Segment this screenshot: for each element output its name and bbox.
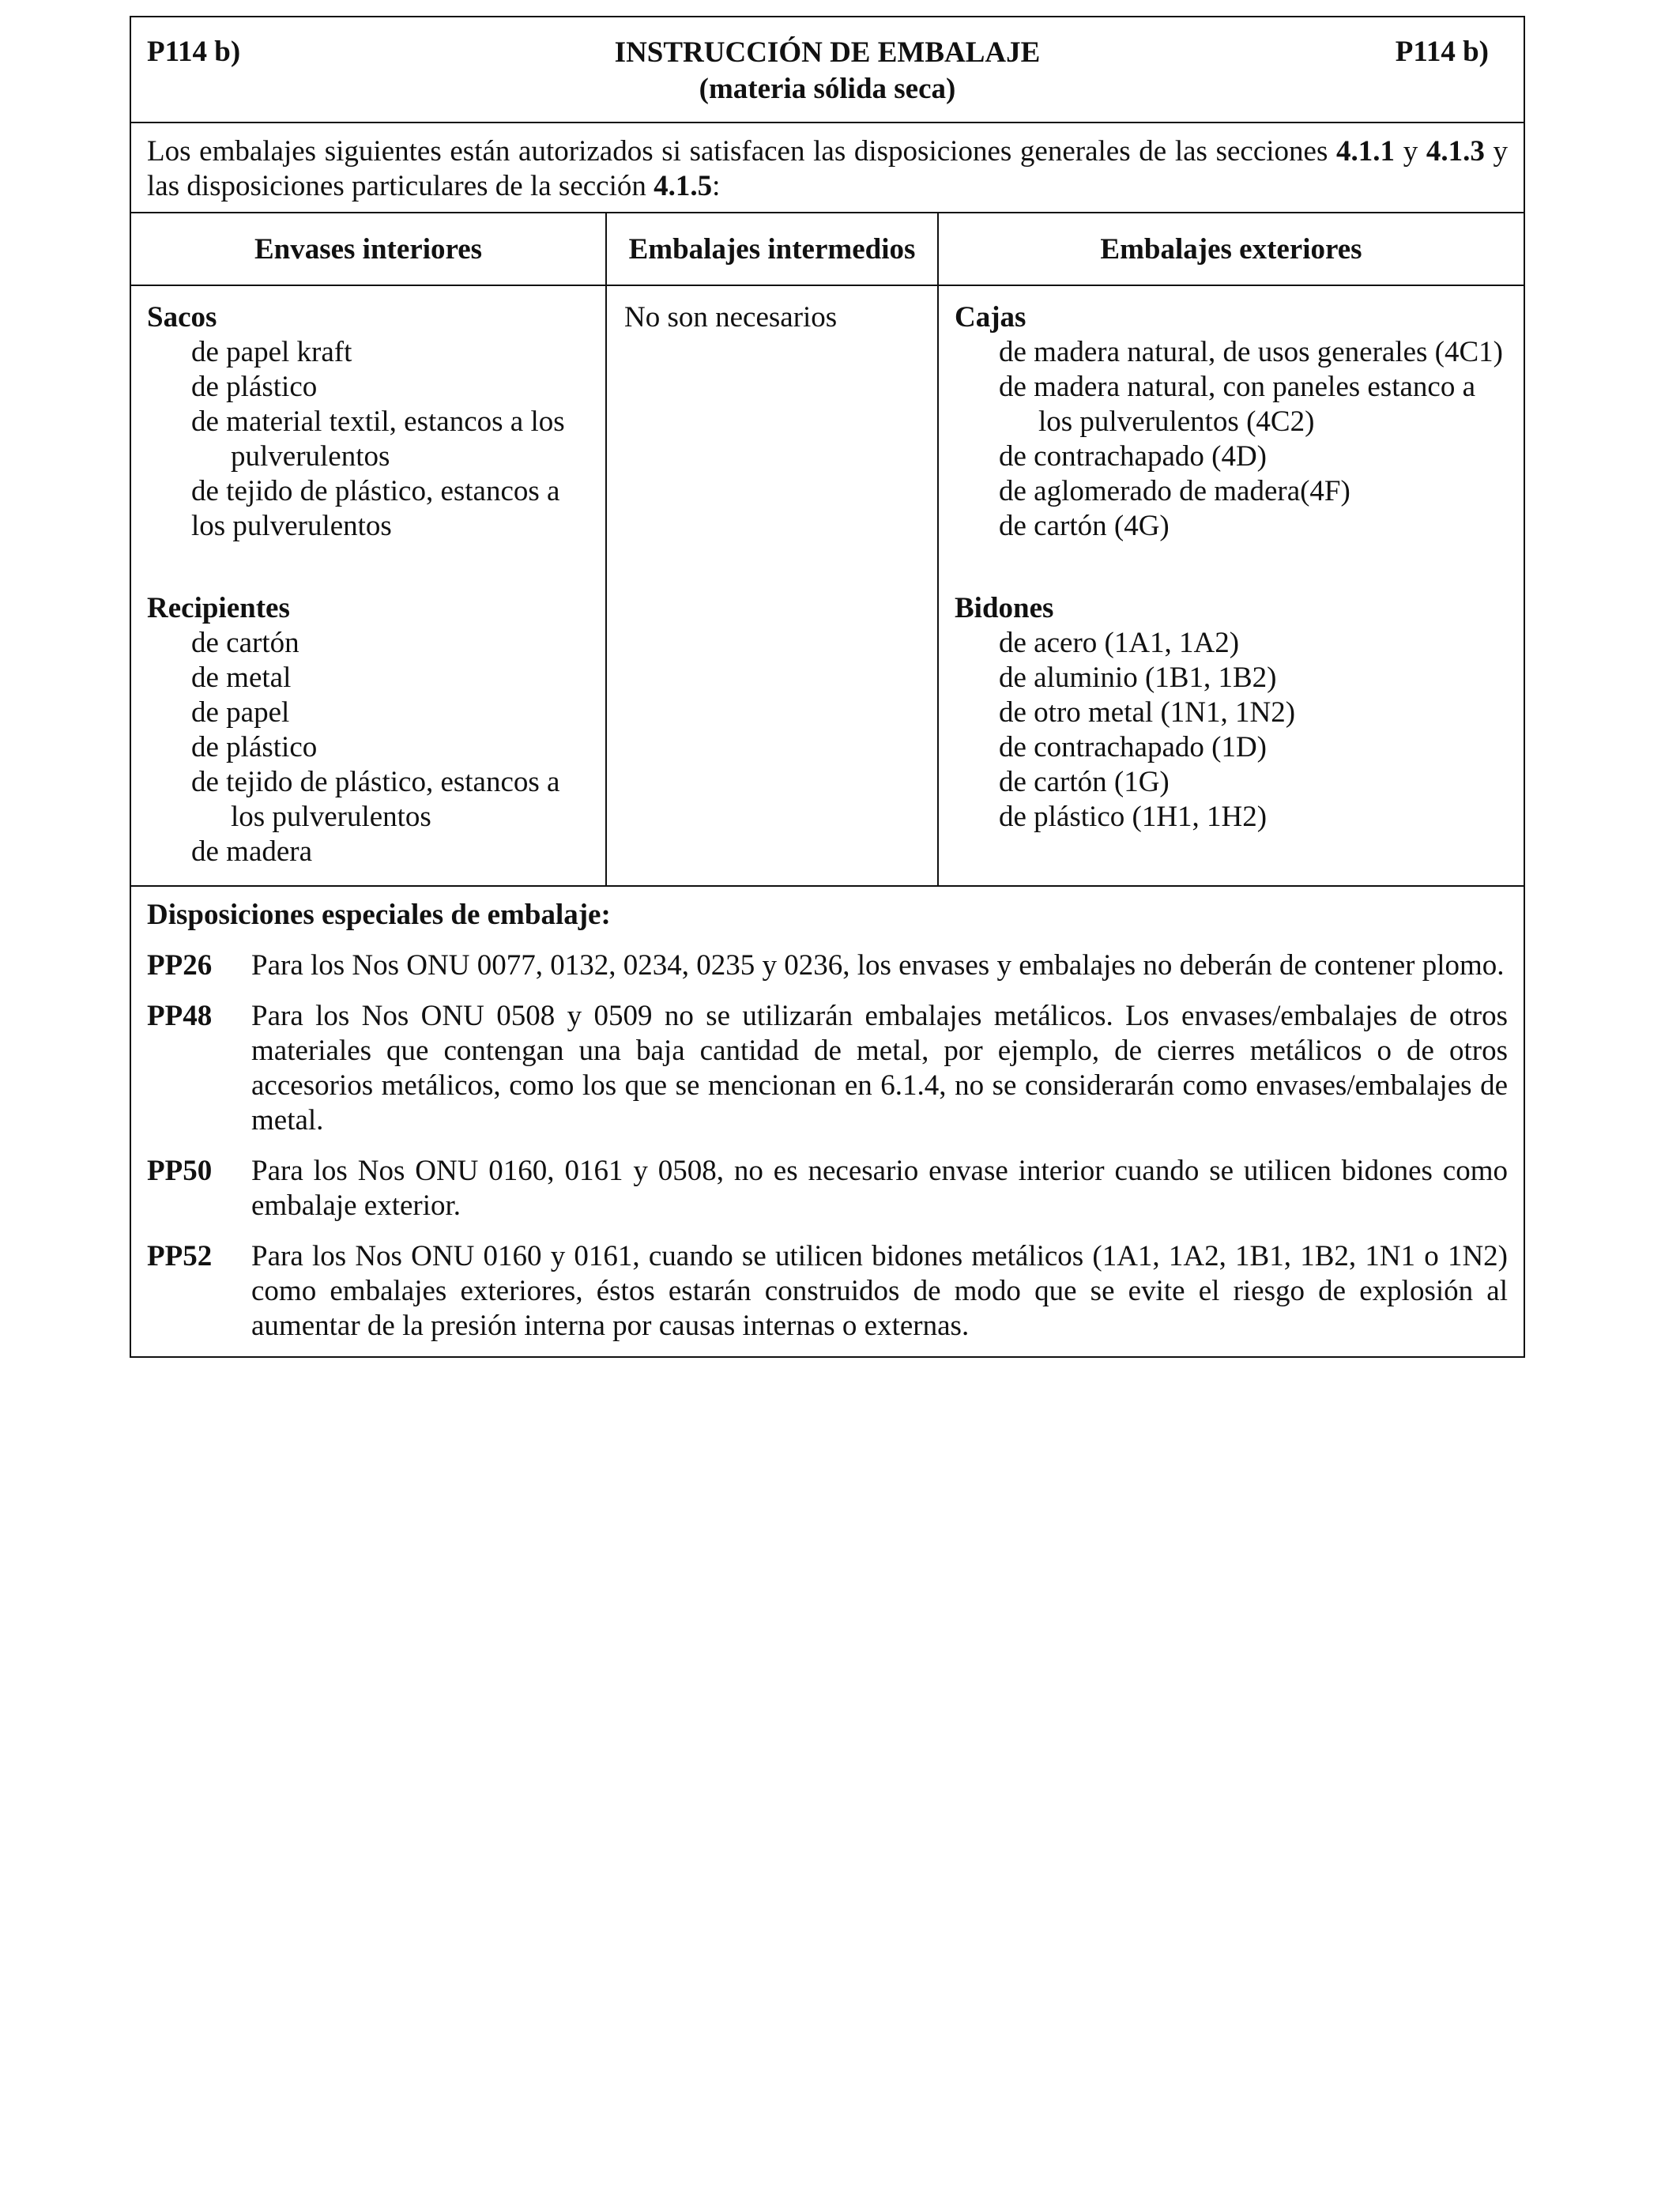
- list-item: de contrachapado (1D): [999, 731, 1267, 763]
- list-item: de madera natural, con paneles estanco a: [999, 371, 1476, 403]
- list-item: de aluminio (1B1, 1B2): [999, 662, 1277, 694]
- intro-text-4: :: [712, 170, 721, 202]
- list-item: de cartón (4G): [999, 510, 1170, 542]
- intermediate-header: Embalajes intermedios: [607, 213, 937, 286]
- list-item: de contrachapado (4D): [999, 440, 1267, 473]
- bidones-title: Bidones: [955, 592, 1054, 624]
- outer-packaging-column: [939, 213, 1524, 885]
- list-item: de madera: [191, 835, 313, 868]
- inner-body: [131, 286, 605, 885]
- provision-code: PP26: [147, 949, 213, 982]
- provision-text: Para los Nos ONU 0508 y 0509 no se utilizarán embalajes metálicos. Los envases/embalajes de otros materiales que contengan una baja cantidad de metal, por ejemplo, de cierres metálicos o de otros accesorios metálicos, como los que se mencionan en 6.1.4, no se considerarán como envases/embalajes de metal.: [251, 1000, 1508, 1137]
- list-item: pulverulentos: [231, 440, 390, 473]
- intermediate-body: [607, 286, 937, 351]
- list-item: de acero (1A1, 1A2): [999, 627, 1240, 659]
- provision-pp48: [147, 999, 1508, 1138]
- instruction-subtitle: (materia sólida seca): [699, 73, 956, 105]
- list-item: de plástico: [191, 371, 318, 403]
- intro-ref-2: 4.1.3: [1426, 135, 1485, 168]
- intro-text-3: y las disposiciones particulares de la sección: [147, 135, 1508, 202]
- provision-text: Para los Nos ONU 0160 y 0161, cuando se utilicen bidones metálicos (1A1, 1A2, 1B1, 1B2, 1N1 o 1N2) como embalajes exteriores, éstos estarán construidos de modo que se evite el riesgo de explosión al aumentar de la presión interna por causas internas o externas.: [251, 1240, 1508, 1342]
- list-item: los pulverulentos: [231, 801, 431, 833]
- packaging-columns: [131, 213, 1524, 887]
- intro-text-2: y: [1395, 135, 1426, 168]
- list-item: de metal: [191, 662, 292, 694]
- title-block: [131, 35, 1524, 107]
- instruction-code-right: P114 b): [1395, 36, 1489, 68]
- intro-paragraph: [131, 123, 1524, 213]
- list-item: de cartón (1G): [999, 766, 1170, 798]
- list-item: de otro metal (1N1, 1N2): [999, 696, 1296, 729]
- special-provisions: [131, 887, 1524, 1356]
- list-item: de tejido de plástico, estancos a: [191, 766, 560, 798]
- list-item: de papel kraft: [191, 336, 352, 368]
- provision-pp52: [147, 1239, 1508, 1344]
- list-item: de papel: [191, 696, 290, 729]
- packing-instruction-table: [130, 16, 1525, 1358]
- provision-code: PP48: [147, 1000, 213, 1032]
- intro-ref-3: 4.1.5: [654, 170, 713, 202]
- list-item: los pulverulentos: [191, 510, 392, 542]
- instruction-title: INSTRUCCIÓN DE EMBALAJE: [614, 36, 1041, 69]
- list-item: de plástico (1H1, 1H2): [999, 801, 1268, 833]
- outer-body: [939, 286, 1524, 850]
- provision-text: Para los Nos ONU 0077, 0132, 0234, 0235 y 0236, los envases y embalajes no deberán de contener plomo.: [251, 949, 1505, 982]
- inner-header: Envases interiores: [131, 213, 605, 286]
- list-item: de cartón: [191, 627, 299, 659]
- provision-code: PP50: [147, 1155, 213, 1187]
- recipientes-title: Recipientes: [147, 592, 290, 624]
- sacos-title: Sacos: [147, 301, 217, 334]
- provision-pp26: [147, 948, 1508, 983]
- list-item: de tejido de plástico, estancos a: [191, 475, 560, 507]
- intro-text-1: Los embalajes siguientes están autorizados si satisfacen las disposiciones generales de las secciones: [147, 135, 1337, 168]
- provision-pp50: [147, 1154, 1508, 1223]
- title-row: [131, 17, 1524, 123]
- list-item: los pulverulentos (4C2): [1038, 405, 1315, 438]
- outer-header: Embalajes exteriores: [939, 213, 1524, 286]
- intermediate-packaging-column: [607, 213, 939, 885]
- special-provisions-heading: Disposiciones especiales de embalaje:: [147, 899, 611, 931]
- intro-ref-1: 4.1.1: [1336, 135, 1396, 168]
- provision-text: Para los Nos ONU 0160, 0161 y 0508, no es necesario envase interior cuando se utilicen bidones como embalaje exterior.: [251, 1155, 1508, 1222]
- instruction-code-left: P114 b): [147, 36, 241, 68]
- list-item: de material textil, estancos a los: [191, 405, 565, 438]
- provision-code: PP52: [147, 1240, 213, 1272]
- cajas-title: Cajas: [955, 301, 1026, 334]
- list-item: de aglomerado de madera(4F): [999, 475, 1350, 507]
- list-item: de plástico: [191, 731, 318, 763]
- intermediate-text: No son necesarios: [624, 301, 838, 334]
- inner-packaging-column: [131, 213, 607, 885]
- list-item: de madera natural, de usos generales (4C1): [999, 336, 1503, 368]
